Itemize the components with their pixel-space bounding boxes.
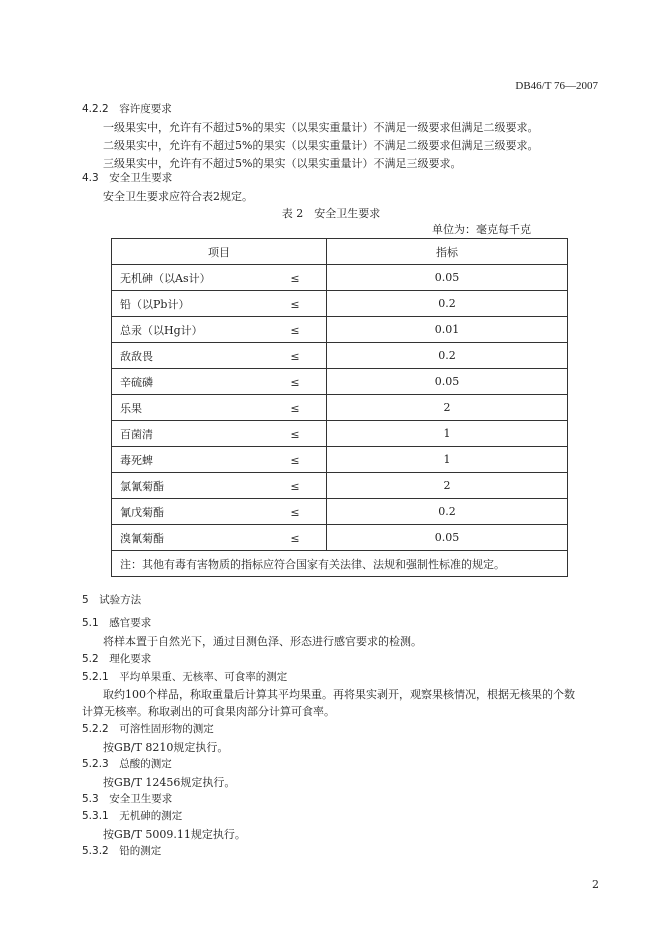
table-row [112,499,568,525]
item-name: 乐果 [120,401,142,415]
item-name: 敌敌畏 [120,349,153,363]
item-cell [112,317,327,343]
table-row [112,421,568,447]
section-5-3-1-heading: 5.3.1 无机砷的测定 [82,810,183,822]
value-cell: 0.05 [327,265,568,291]
value-cell: 0.2 [327,343,568,369]
section-5-3-2-heading: 5.3.2 铅的测定 [82,845,162,857]
section-5-2-2-heading: 5.2.2 可溶性固形物的测定 [82,723,214,735]
value-cell: 0.05 [327,369,568,395]
less-or-equal-symbol: ≤ [290,401,300,415]
value-cell: 0.2 [327,291,568,317]
item-name: 氯氰菊酯 [120,479,164,493]
section-5-2-3-heading: 5.2.3 总酸的测定 [82,758,172,770]
table-row [112,369,568,395]
less-or-equal-symbol: ≤ [290,453,300,467]
paragraph-line: 一级果实中，允许有不超过5%的果实（以果实重量计）不满足一级要求但满足二级要求。 [103,121,539,134]
item-cell [112,395,327,421]
less-or-equal-symbol: ≤ [290,505,300,519]
section-5-2-1-heading: 5.2.1 平均单果重、无核率、可食率的测定 [82,671,288,683]
item-cell [112,525,327,551]
item-cell [112,499,327,525]
paragraph-line: 三级果实中，允许有不超过5%的果实（以果实重量计）不满足三级要求。 [103,157,462,170]
item-cell [112,291,327,317]
value-cell: 0.2 [327,499,568,525]
safety-requirements-table [111,238,568,577]
item-cell [112,343,327,369]
item-name: 百菌清 [120,427,153,441]
item-name: 辛硫磷 [120,375,153,389]
table-row [112,473,568,499]
table-header-row [112,239,568,265]
item-name: 毒死蜱 [120,453,153,467]
paragraph-line: 按GB/T 8210规定执行。 [103,741,229,754]
section-5-2-heading: 5.2 理化要求 [82,653,152,665]
table-row [112,265,568,291]
less-or-equal-symbol: ≤ [290,349,300,363]
section-5-3-heading: 5.3 安全卫生要求 [82,793,173,805]
paragraph-line: 取约100个样品，称取重量后计算其平均果重。再将果实剥开，观察果核情况，根据无核果的个数 [103,688,575,701]
item-name: 总汞（以Hg计） [120,323,203,337]
item-cell [112,473,327,499]
item-cell [112,265,327,291]
less-or-equal-symbol: ≤ [290,375,300,389]
section-4-2-2-heading: 4.2.2 容许度要求 [82,103,172,115]
page-number: 2 [592,878,599,891]
value-cell: 2 [327,473,568,499]
document-code: DB46/T 76—2007 [515,80,598,92]
less-or-equal-symbol: ≤ [290,271,300,285]
table-row [112,447,568,473]
less-or-equal-symbol: ≤ [290,531,300,545]
item-cell [112,421,327,447]
table-row [112,291,568,317]
paragraph-line: 按GB/T 12456规定执行。 [103,776,236,789]
less-or-equal-symbol: ≤ [290,323,300,337]
section-4-3-heading: 4.3 安全卫生要求 [82,172,173,184]
item-cell [112,369,327,395]
less-or-equal-symbol: ≤ [290,427,300,441]
item-name: 溴氰菊酯 [120,531,164,545]
value-cell: 0.01 [327,317,568,343]
table-row [112,395,568,421]
value-cell: 0.05 [327,525,568,551]
table-row [112,317,568,343]
section-5-heading: 5 试验方法 [82,594,142,606]
less-or-equal-symbol: ≤ [290,479,300,493]
table-body [112,265,568,551]
column-header-value: 指标 [327,239,568,265]
table-note-row [112,551,568,577]
less-or-equal-symbol: ≤ [290,297,300,311]
item-name: 铅（以Pb计） [120,297,190,311]
column-header-item: 项目 [112,239,327,265]
table-caption: 表 2 安全卫生要求 [281,207,381,220]
value-cell: 1 [327,421,568,447]
paragraph-line: 二级果实中，允许有不超过5%的果实（以果实重量计）不满足二级要求但满足三级要求。 [103,139,539,152]
section-5-1-heading: 5.1 感官要求 [82,617,152,629]
paragraph-line: 安全卫生要求应符合表2规定。 [103,190,253,203]
table-note: 注：其他有毒有害物质的指标应符合国家有关法律、法规和强制性标准的规定。 [112,551,568,577]
table-row [112,343,568,369]
paragraph-line: 按GB/T 5009.11规定执行。 [103,828,246,841]
paragraph-line: 计算无核率。称取剥出的可食果肉部分计算可食率。 [82,705,335,718]
table-row [112,525,568,551]
item-name: 氰戊菊酯 [120,505,164,519]
table-unit: 单位为：毫克每千克 [432,223,531,236]
item-name: 无机砷（以As计） [120,271,211,285]
paragraph-line: 将样本置于自然光下，通过目测色泽、形态进行感官要求的检测。 [103,635,422,648]
value-cell: 2 [327,395,568,421]
value-cell: 1 [327,447,568,473]
item-cell [112,447,327,473]
